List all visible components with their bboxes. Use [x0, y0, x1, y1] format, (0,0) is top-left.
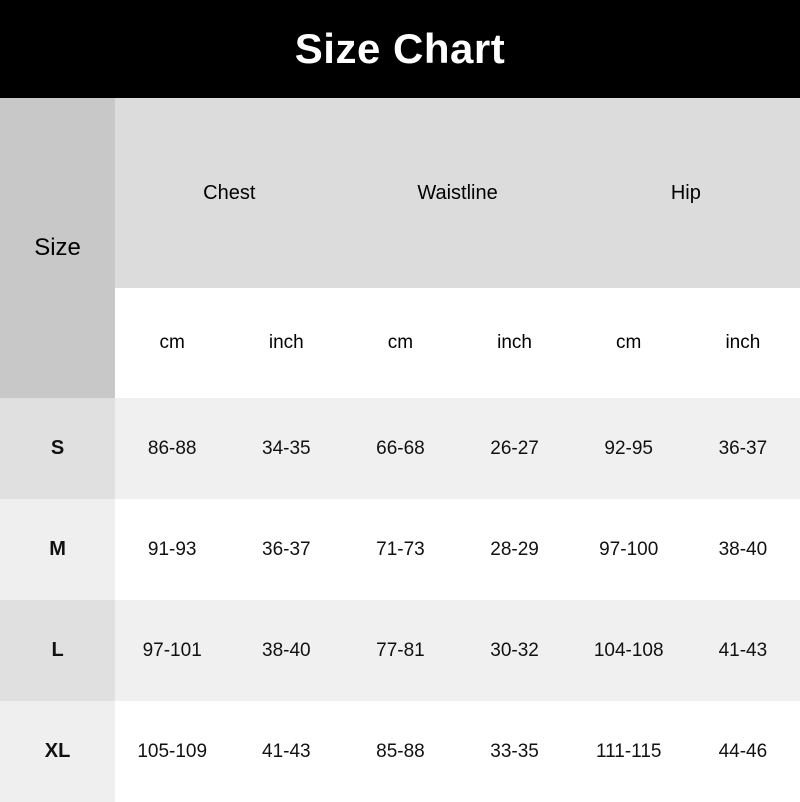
cell-chest-cm: 105-109: [115, 701, 229, 802]
cell-size: S: [0, 398, 115, 499]
page-title: Size Chart: [294, 25, 506, 72]
size-chart-table: [0, 98, 800, 802]
table-header-row-groups: [0, 98, 800, 288]
cell-hip-inch: 41-43: [686, 600, 800, 701]
table-row: [0, 600, 800, 701]
cell-hip-inch: 44-46: [686, 701, 800, 802]
header-cell-waistline-inch: inch: [458, 288, 572, 398]
header-cell-chest-cm: cm: [115, 288, 229, 398]
cell-chest-inch: 41-43: [229, 701, 343, 802]
title-bar: [0, 0, 800, 98]
header-cell-hip-cm: cm: [572, 288, 686, 398]
cell-waistline-inch: 30-32: [458, 600, 572, 701]
cell-waistline-cm: 77-81: [343, 600, 457, 701]
cell-size: L: [0, 600, 115, 701]
cell-size: XL: [0, 701, 115, 802]
header-cell-chest-inch: inch: [229, 288, 343, 398]
cell-chest-cm: 91-93: [115, 499, 229, 600]
cell-chest-cm: 97-101: [115, 600, 229, 701]
table-row: [0, 499, 800, 600]
cell-chest-inch: 38-40: [229, 600, 343, 701]
cell-hip-inch: 38-40: [686, 499, 800, 600]
cell-waistline-inch: 26-27: [458, 398, 572, 499]
header-cell-size: Size: [0, 98, 115, 398]
cell-chest-inch: 34-35: [229, 398, 343, 499]
header-cell-waistline: Waistline: [343, 98, 571, 288]
table-row: [0, 701, 800, 802]
cell-chest-inch: 36-37: [229, 499, 343, 600]
cell-chest-cm: 86-88: [115, 398, 229, 499]
cell-waistline-cm: 85-88: [343, 701, 457, 802]
cell-waistline-cm: 71-73: [343, 499, 457, 600]
table-header-row-units: [0, 288, 800, 398]
header-cell-hip-inch: inch: [686, 288, 800, 398]
cell-hip-cm: 111-115: [572, 701, 686, 802]
header-cell-chest: Chest: [115, 98, 343, 288]
cell-hip-cm: 104-108: [572, 600, 686, 701]
header-cell-waistline-cm: cm: [343, 288, 457, 398]
table-row: [0, 398, 800, 499]
cell-size: M: [0, 499, 115, 600]
cell-hip-cm: 92-95: [572, 398, 686, 499]
cell-waistline-cm: 66-68: [343, 398, 457, 499]
cell-waistline-inch: 28-29: [458, 499, 572, 600]
cell-waistline-inch: 33-35: [458, 701, 572, 802]
header-cell-hip: Hip: [572, 98, 800, 288]
cell-hip-inch: 36-37: [686, 398, 800, 499]
cell-hip-cm: 97-100: [572, 499, 686, 600]
